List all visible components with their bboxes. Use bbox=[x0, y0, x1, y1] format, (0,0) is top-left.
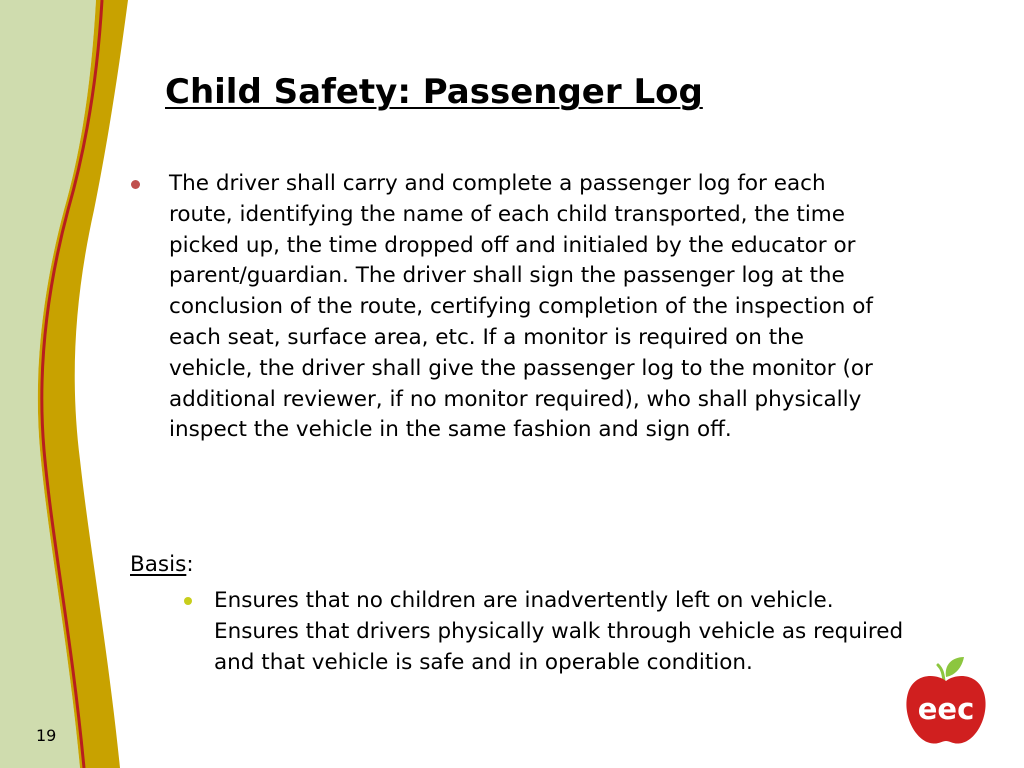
slide-number: 19 bbox=[36, 726, 57, 745]
logo-leaf bbox=[946, 657, 964, 677]
sub-bullet-dot-icon bbox=[184, 597, 192, 605]
sub-bullet-item bbox=[176, 586, 906, 678]
bullet-dot-icon bbox=[131, 180, 140, 189]
apple-logo-icon bbox=[900, 655, 992, 747]
main-bullet-item bbox=[130, 169, 890, 446]
decorative-wave-border bbox=[0, 0, 140, 768]
slide-title: Child Safety: Passenger Log bbox=[165, 72, 703, 112]
basis-colon: : bbox=[186, 552, 194, 577]
main-bullet-text: The driver shall carry and complete a passenger log for each route, identifying the name of each child transported, the time picked up, the time dropped off and initialed by the educator or parent/guardian. The driver shall sign the passenger log at the conclusion of the route, certifying completion of the inspection of each seat, surface area, etc. If a monitor is required on the vehicle, the driver shall give the passenger log to the monitor (or additional reviewer, if no monitor required), who shall physically inspect the vehicle in the same fashion and sign off. bbox=[169, 171, 873, 443]
basis-heading bbox=[130, 549, 194, 580]
sub-bullet-text: Ensures that no children are inadvertently left on vehicle. Ensures that drivers physically walk through vehicle as required and that vehicle is safe and in operable condition. bbox=[214, 588, 904, 675]
basis-label: Basis bbox=[130, 552, 187, 577]
logo-text: eec bbox=[917, 692, 975, 726]
